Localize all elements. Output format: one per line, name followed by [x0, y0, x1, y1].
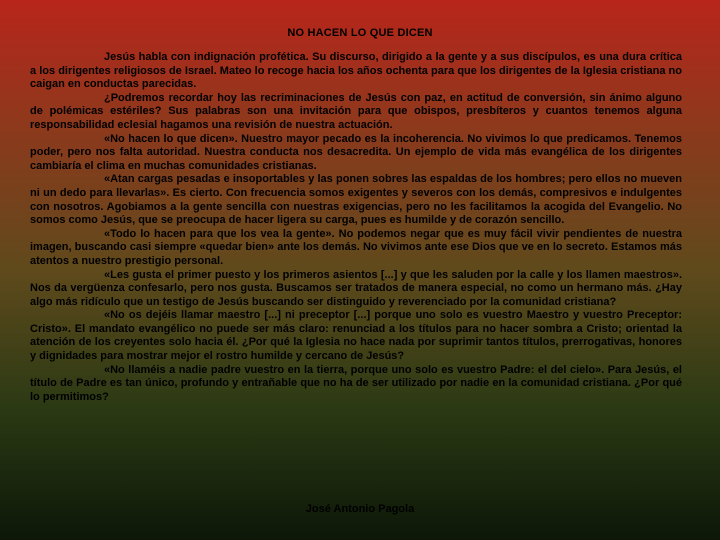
paragraph: «Les gusta el primer puesto y los primeros asientos [...] y que les saluden por la calle y los llamen maestros». Nos da vergüenza confesarlo, pero nos gusta. Buscamos ser tratados de manera especial, no como un hermano más. ¿Hay algo más ridículo que un testigo de Jesús buscando ser distinguido y reverenciado por la comunidad cristiana?: [30, 268, 682, 308]
author-signature: José Antonio Pagola: [305, 503, 415, 515]
paragraph: ¿Podremos recordar hoy las recriminaciones de Jesús con paz, en actitud de conversión, sin ánimo alguno de polémicas estériles? Sus palabras son una invitación para que obispos, presbíteros y cuantos tenemos alguna responsabilidad eclesial hagamos una revisión de nuestra actuación.: [30, 91, 682, 131]
paragraph: «Todo lo hacen para que los vea la gente». No podemos negar que es muy fácil vivir pendientes de nuestra imagen, buscando casi siempre «quedar bien» ante los demás. No vivimos ante ese Dios que ve en lo secreto. Estamos más atentos a nuestro prestigio personal.: [30, 227, 682, 267]
page-title: NO HACEN LO QUE DICEN: [287, 27, 433, 39]
paragraph: «No llaméis a nadie padre vuestro en la tierra, porque uno solo es vuestro Padre: el del cielo». Para Jesús, el título de Padre es tan único, profundo y entrañable que no ha de ser utilizado por nadie en la comunidad cristiana. ¿Por qué lo permitimos?: [30, 363, 682, 403]
paragraph: «No os dejéis llamar maestro [...] ni preceptor [...] porque uno solo es vuestro Maestro y vuestro Preceptor: Cristo». El mandato evangélico no puede ser más claro: renunciad a los títulos para no hacer sombra a Cristo; orientad la atención de los creyentes solo hacia él. ¿Por qué la Iglesia no hace nada por suprimir tantos títulos, prerrogativas, honores y dignidades para mostrar mejor el rostro humilde y cercano de Jesús?: [30, 309, 682, 363]
paragraph: Jesús habla con indignación profética. Su discurso, dirigido a la gente y a sus discípulos, es una dura crítica a los dirigentes religiosos de Israel. Mateo lo recoge hacia los años ochenta para que los dirigentes de la Iglesia cristiana no caigan en conductas parecidas.: [30, 51, 682, 91]
paragraph: «No hacen lo que dicen». Nuestro mayor pecado es la incoherencia. No vivimos lo que predicamos. Tenemos poder, pero nos falta autoridad. Nuestra conducta nos desacredita. Un ejemplo de vida más evangélica de los dirigentes cambiaría el clima en muchas comunidades cristianas.: [30, 132, 682, 172]
body-text: [30, 51, 682, 404]
paragraph: «Atan cargas pesadas e insoportables y las ponen sobres las espaldas de los hombres; pero ellos no mueven ni un dedo para llevarlas». Es cierto. Con frecuencia somos exigentes y severos con los demás, compresivos e indulgentes con nosotros. Agobiamos a la gente sencilla con nuestras exigencias, pero no les facilitamos la acogida del Evangelio. No somos como Jesús, que se preocupa de hacer ligera su carga, pues es humilde y de corazón sencillo.: [30, 173, 682, 227]
